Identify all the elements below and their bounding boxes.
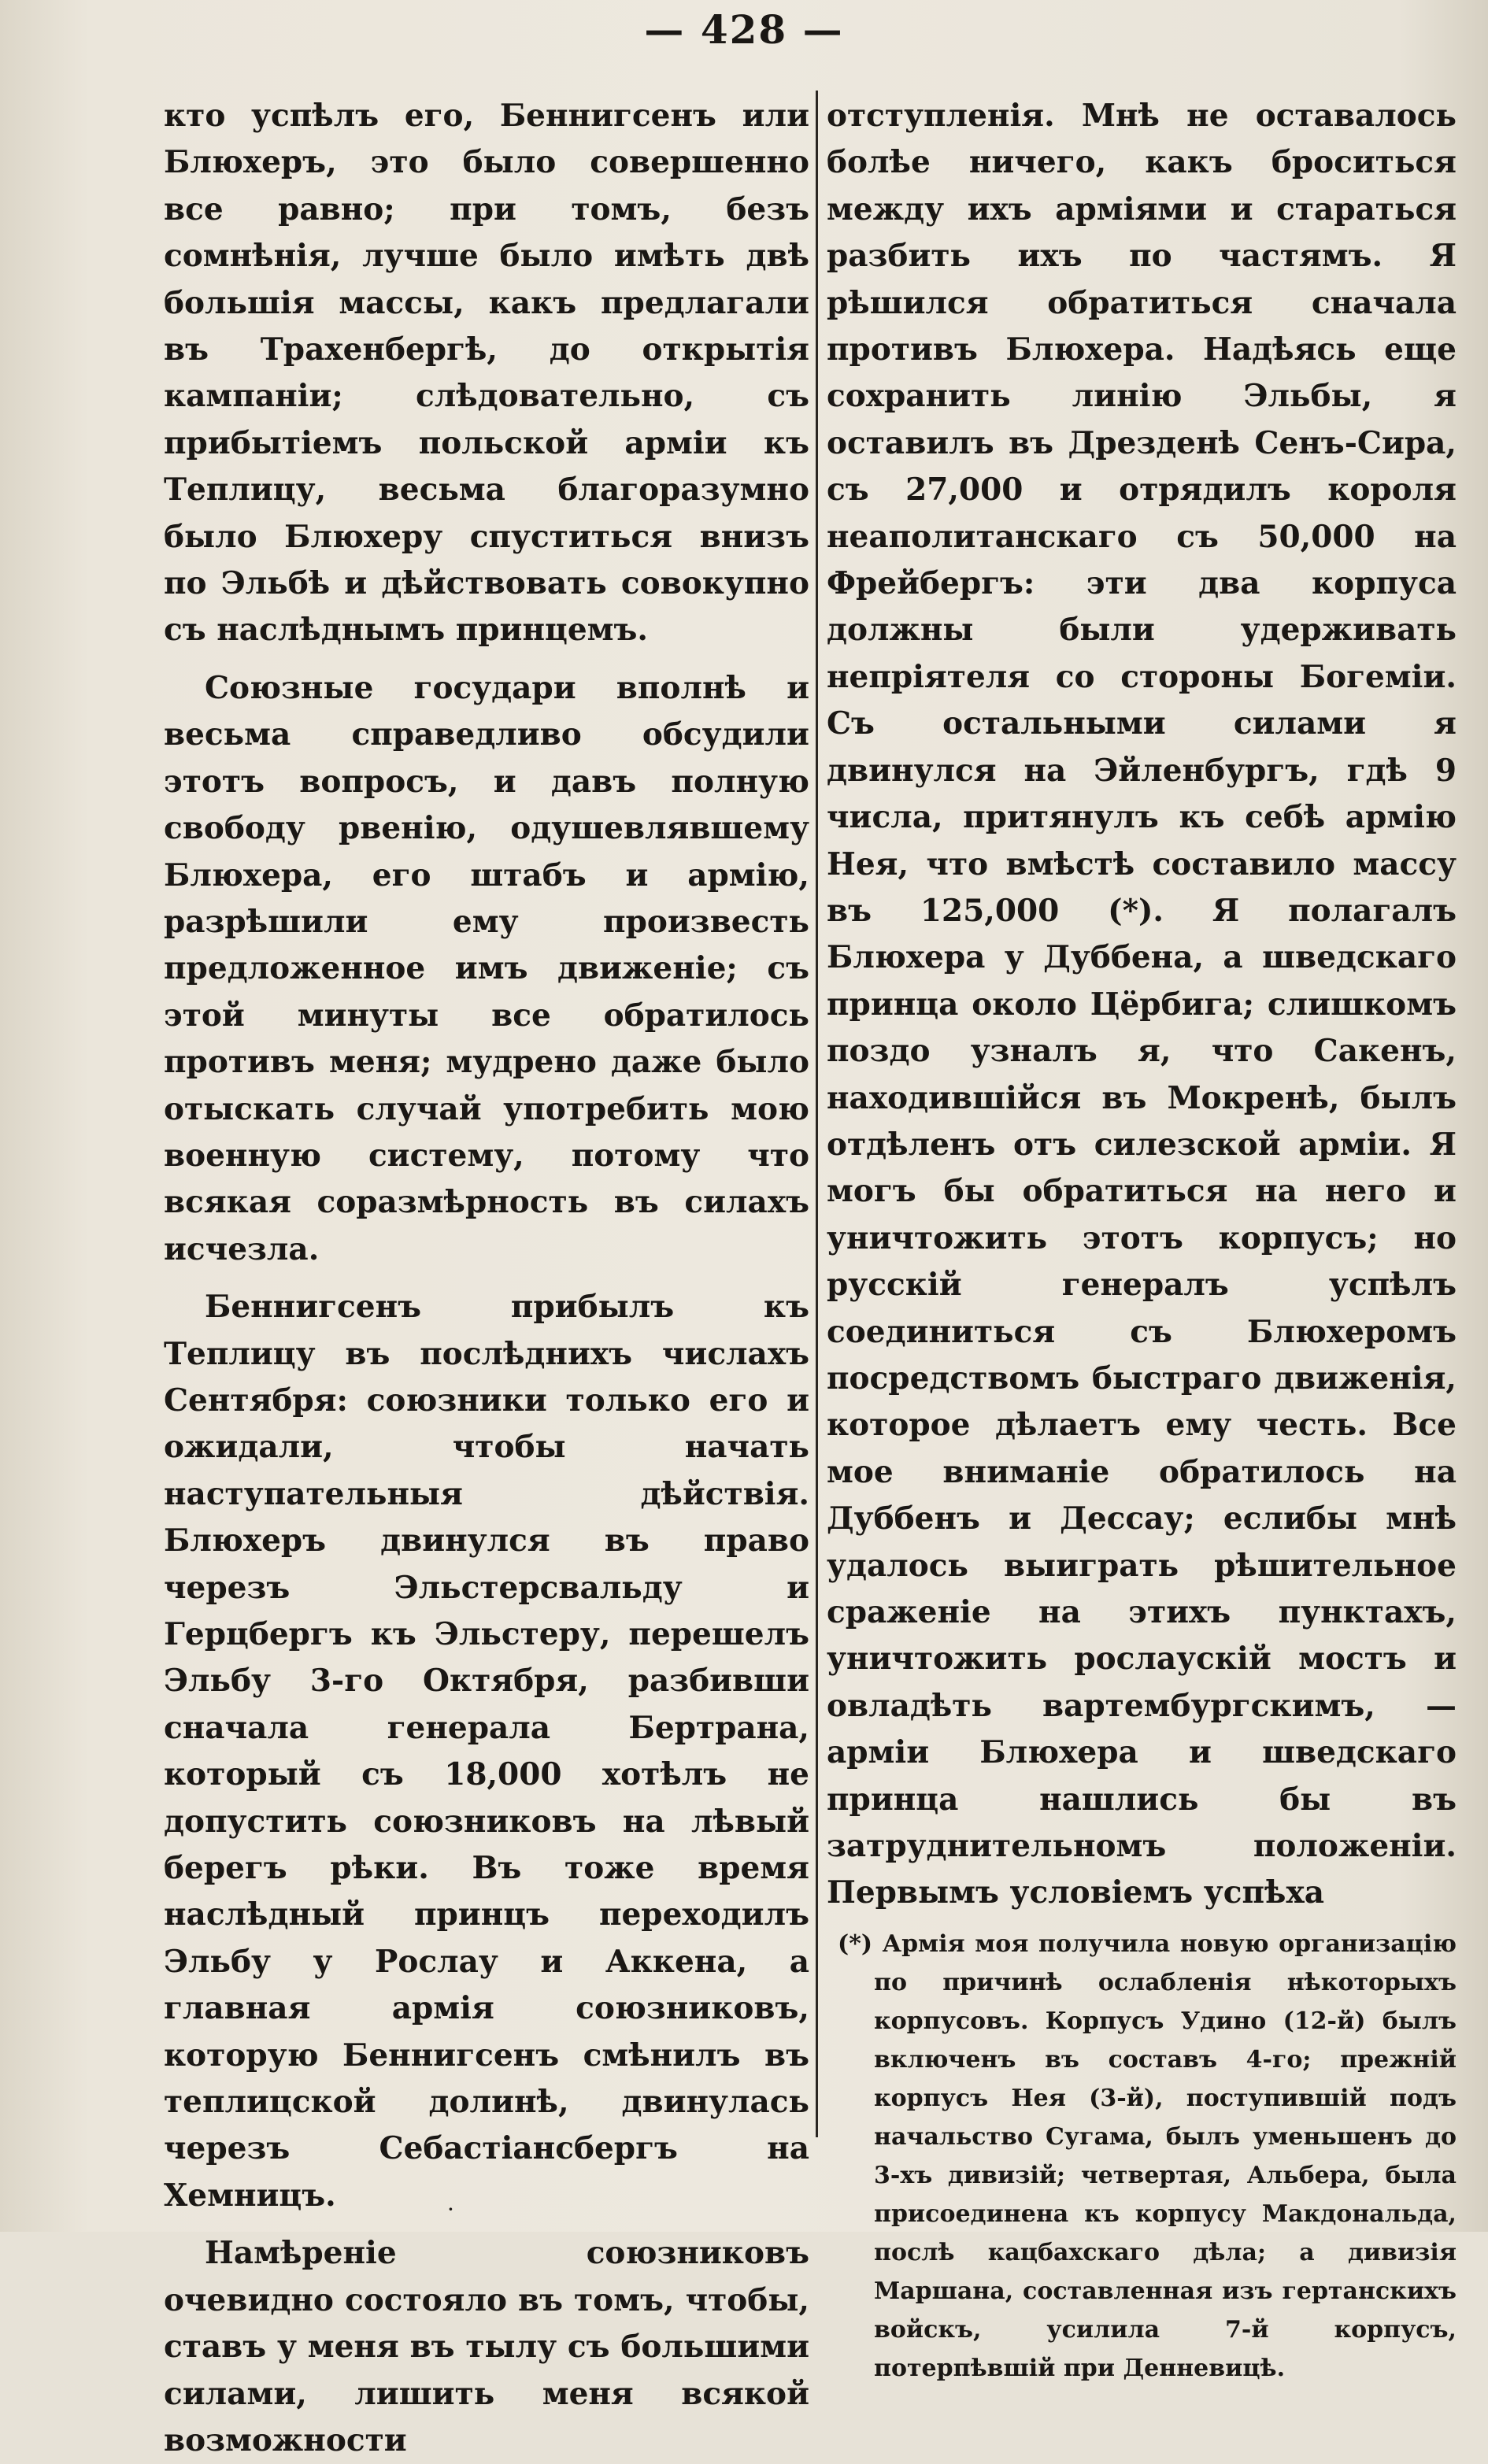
bottom-mark: · [447,2196,454,2222]
right-paragraph-1: отступленія. Мнѣ не оставалось болѣе ничего, какъ броситься между ихъ арміями и стараться разбить ихъ по частямъ. Я рѣшился обратиться сначала противъ Блюхера. Надѣясь еще сохранить линію Эльбы, я оставилъ въ Дрезденѣ Сенъ-Сира, съ 27,000 и отрядилъ короля неаполитанскаго съ 50,000 на Фрейбергъ: эти два корпуса должны были удерживать непріятеля со стороны Богеміи. Съ остальными силами я двинулся на Эйленбургъ, гдѣ 9 числа, притянулъ къ себѣ армію Нея, что вмѣстѣ составило массу въ 125,000 (*). Я полагалъ Блюхера у Дуббена, а шведскаго принца около Цёрбига; слишкомъ поздо узналъ я, что Сакенъ, находившійся въ Мокренѣ, былъ отдѣленъ отъ силезской арміи. Я могъ бы обратиться на него и уничтожить этотъ корпусъ; но русскій генералъ успѣлъ соединиться съ Блюхеромъ посредствомъ быстраго движенія, которое дѣлаетъ ему честь. Все мое вниманіе обратилось на Дуббенъ и Дессау; еслибы мнѣ удалось выиграть рѣшительное сраженіе на этихъ пунктахъ, уничтожить рослаускій мостъ и овладѣть вартембургскимъ, — арміи Блюхера и шведскаго принца нашлись бы въ затруднительномъ положеніи. Первымъ условіемъ успѣха [827,98,1457,1911]
right-column [827,93,1457,2411]
footnote: (*) Армія моя получила новую организацію по причинѣ ослабленія нѣкоторыхъ корпусовъ. Корпусъ Удино (12-й) былъ включенъ въ составъ 4-го; прежній корпусъ Нея (3-й), поступившій подъ начальство Сугама, былъ уменьшенъ до 3-хъ дивизій; четвертая, Альбера, была присоединена къ корпусу Макдональда, послѣ кацбахскаго дѣла; а дивизія Маршана, составленная изъ гертанскихъ войскъ, усилила 7-й корпусъ, потерпѣвшій при Денневицѣ. [838,1929,1457,2382]
left-paragraph-2: Союзные государи вполнѣ и весьма справедливо обсудили этотъ вопросъ, и давъ полную свободу рвенію, одушевлявшему Блюхера, его штабъ и армію, разрѣшили ему произвесть предложенное имъ движеніе; съ этой минуты все обратилось противъ меня; мудрено даже было отыскать случай употребить мою военную систему, потому что всякая соразмѣрность въ силахъ исчезла. [164,669,809,1267]
left-column [164,93,809,2464]
left-paragraph-3: Беннигсенъ прибылъ къ Теплицу въ послѣднихъ числахъ Сентября: союзники только его и ожидали, чтобы начать наступательныя дѣйствія. Блюхеръ двинулся въ право черезъ Эльстерсвальду и Герцбергъ къ Эльстеру, перешелъ Эльбу 3-го Октября, разбивши сначала генерала Бертрана, который съ 18,000 хотѣлъ не допустить союзниковъ на лѣвый берегъ рѣки. Въ тоже время наслѣдный принцъ переходилъ Эльбу у Рослау и Аккена, а главная армія союзниковъ, которую Беннигсенъ смѣнилъ въ теплицской долинѣ, двинулась черезъ Себастіансбергъ на Хемницъ. [164,1289,809,2214]
left-paragraph-4: Намѣреніе союзниковъ очевидно состояло въ томъ, чтобы, ставъ у меня въ тылу съ большими силами, лишить меня всякой возможности [164,2235,809,2458]
page-number: — 428 — [644,6,844,53]
column-divider [816,91,818,2137]
left-paragraph-1: кто успѣлъ его, Беннигсенъ или Блюхеръ, это было совершенно все равно; при томъ, безъ сомнѣнія, лучше было имѣть двѣ большія массы, какъ предлагали въ Трахенбергѣ, до открытія кампаніи; слѣдовательно, съ прибытіемъ польской арміи къ Теплицу, весьма благоразумно было Блюхеру спуститься внизъ по Эльбѣ и дѣйствовать совокупно съ наслѣднымъ принцемъ. [164,98,809,649]
